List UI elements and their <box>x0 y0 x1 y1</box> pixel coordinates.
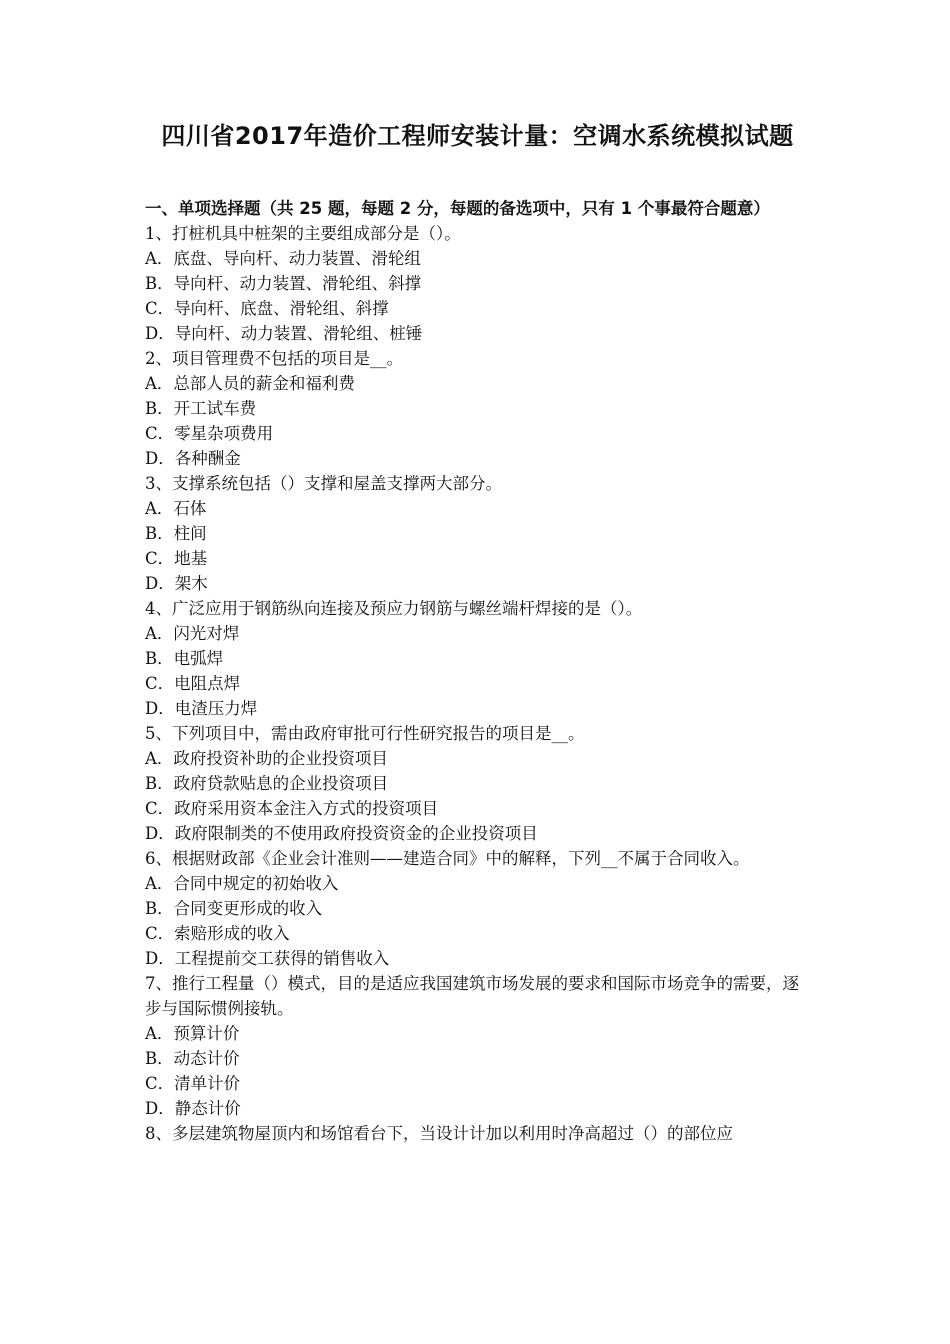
question-stem: 6、根据财政部《企业会计准则——建造合同》中的解释，下列__不属于合同收入。 <box>145 849 750 868</box>
answer-option: C．零星杂项费用 <box>145 424 274 443</box>
answer-option: C．导向杆、底盘、滑轮组、斜撑 <box>145 299 389 318</box>
answer-option: A．政府投资补助的企业投资项目 <box>145 749 388 768</box>
question-stem: 7、推行工程量（）模式，目的是适应我国建筑市场发展的要求和国际市场竞争的需要，逐步与国际惯例接轨。 <box>145 974 799 1018</box>
question-item <box>145 846 810 971</box>
answer-option: D．静态计价 <box>145 1099 241 1118</box>
question-item <box>145 471 810 596</box>
answer-option: C．电阻点焊 <box>145 674 241 693</box>
question-stem: 1、打桩机具中桩架的主要组成部分是（）。 <box>145 224 461 243</box>
question-list <box>145 221 810 1146</box>
answer-option: D．导向杆、动力装置、滑轮组、桩锤 <box>145 324 423 343</box>
answer-option: A．底盘、导向杆、动力装置、滑轮组 <box>145 249 421 268</box>
answer-option: A．预算计价 <box>145 1024 240 1043</box>
question-item <box>145 721 810 846</box>
section-heading: 一、单项选择题（共 25 题，每题 2 分，每题的备选项中，只有 1 个事最符合题意） <box>145 199 770 218</box>
answer-option: B．电弧焊 <box>145 649 224 668</box>
answer-option: A．石体 <box>145 499 207 518</box>
answer-option: A．闪光对焊 <box>145 624 240 643</box>
answer-option: C．清单计价 <box>145 1074 241 1093</box>
question-stem: 8、多层建筑物屋顶内和场馆看台下，当设计计加以利用时净高超过（）的部位应 <box>145 1124 733 1143</box>
answer-option: B．政府贷款贴息的企业投资项目 <box>145 774 389 793</box>
question-item <box>145 221 810 346</box>
answer-option: B．开工试车费 <box>145 399 257 418</box>
answer-option: B．动态计价 <box>145 1049 240 1068</box>
question-item <box>145 971 810 1121</box>
answer-option: C．政府采用资本金注入方式的投资项目 <box>145 799 439 818</box>
answer-option: B．柱间 <box>145 524 207 543</box>
question-stem: 5、下列项目中，需由政府审批可行性研究报告的项目是__。 <box>145 724 585 743</box>
answer-option: D．电渣压力焊 <box>145 699 258 718</box>
document-title: 四川省2017年造价工程师安装计量：空调水系统模拟试题 <box>161 122 794 150</box>
answer-option: A．总部人员的薪金和福利费 <box>145 374 355 393</box>
answer-option: D．架木 <box>145 574 208 593</box>
answer-option: A．合同中规定的初始收入 <box>145 874 339 893</box>
question-item <box>145 346 810 471</box>
answer-option: B．导向杆、动力装置、滑轮组、斜撑 <box>145 274 422 293</box>
answer-option: D．工程提前交工获得的销售收入 <box>145 949 390 968</box>
question-item <box>145 1121 810 1146</box>
answer-option: B．合同变更形成的收入 <box>145 899 323 918</box>
question-item <box>145 596 810 721</box>
document-page <box>145 118 810 1146</box>
question-stem: 4、广泛应用于钢筋纵向连接及预应力钢筋与螺丝端杆焊接的是（）。 <box>145 599 643 618</box>
answer-option: D．政府限制类的不使用政府投资资金的企业投资项目 <box>145 824 538 843</box>
question-stem: 3、支撑系统包括（）支撑和屋盖支撑两大部分。 <box>145 474 502 493</box>
question-stem: 2、项目管理费不包括的项目是__。 <box>145 349 403 368</box>
answer-option: C．索赔形成的收入 <box>145 924 290 943</box>
answer-option: C．地基 <box>145 549 208 568</box>
answer-option: D．各种酬金 <box>145 449 241 468</box>
